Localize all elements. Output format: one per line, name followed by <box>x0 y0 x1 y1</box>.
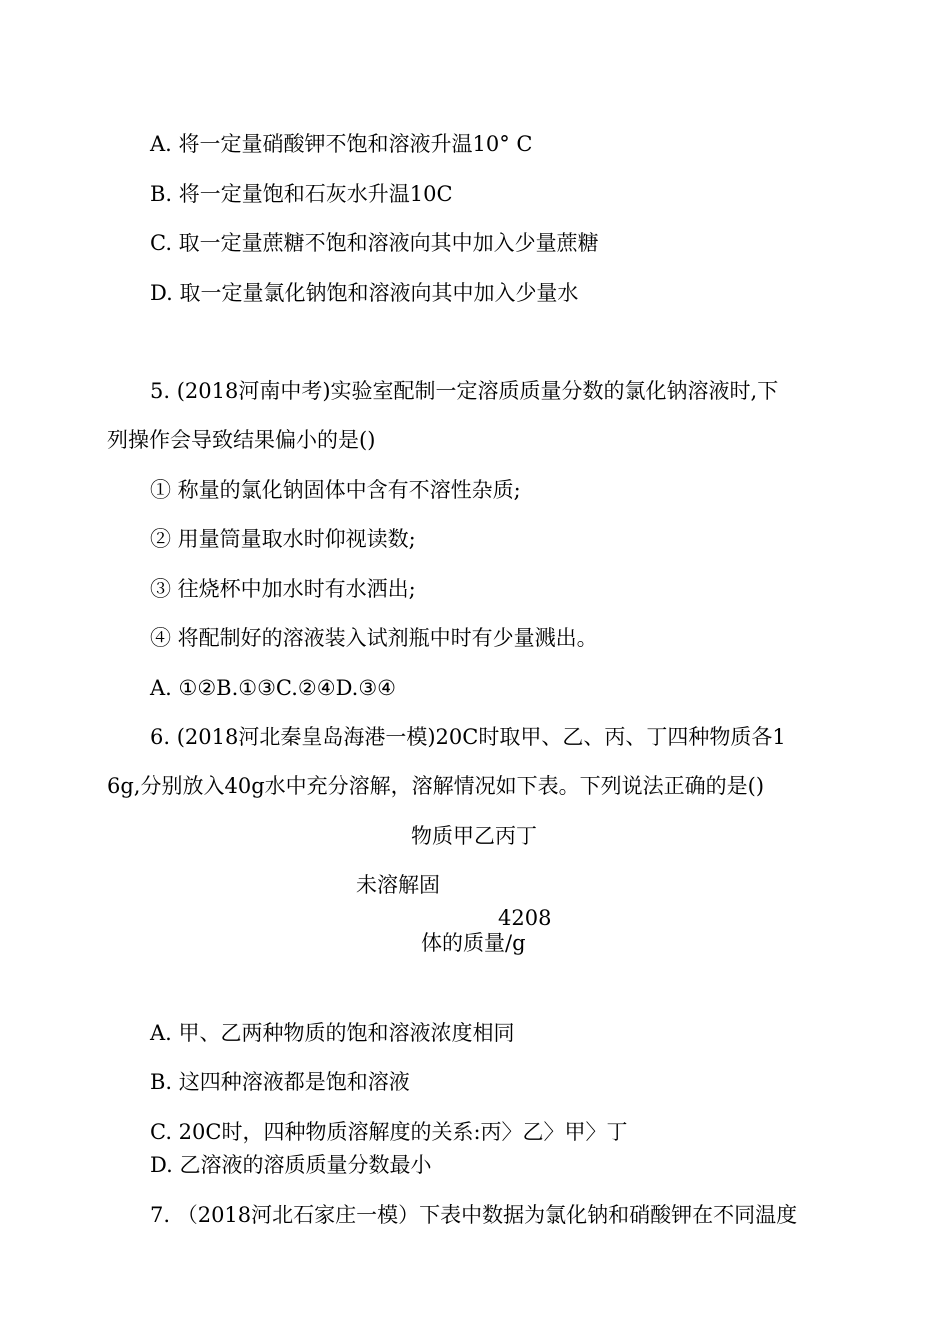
q5-item-2: ② 用量筒量取水时仰视读数; <box>150 527 416 551</box>
q6-table-row-label-1: 未溶解固 <box>356 873 440 897</box>
q5-item-4: ④ 将配制好的溶液装入试剂瓶中时有少量溅出。 <box>150 626 598 650</box>
q5-options: A. ①②B.①③C.②④D.③④ <box>150 676 396 700</box>
q4-option-a: A. 将一定量硝酸钾不饱和溶液升温10° C <box>150 132 533 156</box>
q6-stem-line2: 6g,分别放入40g水中充分溶解，溶解情况如下表。下列说法正确的是() <box>107 774 765 798</box>
q5-stem-line1: 5. (2018河南中考)实验室配制一定溶质质量分数的氯化钠溶液时,下 <box>150 379 779 403</box>
q6-table-values: 4208 <box>498 906 552 930</box>
q7-stem-line1: 7. （2018河北石家庄一模）下表中数据为氯化钠和硝酸钾在不同温度 <box>150 1203 798 1227</box>
q6-option-d: D. 乙溶液的溶质质量分数最小 <box>150 1153 432 1177</box>
q5-item-1: ① 称量的氯化钠固体中含有不溶性杂质; <box>150 478 521 502</box>
q4-option-c: C. 取一定量蔗糖不饱和溶液向其中加入少量蔗糖 <box>150 231 599 255</box>
q6-table-header: 物质甲乙丙丁 <box>411 824 537 848</box>
q6-stem-line1: 6. (2018河北秦皇岛海港一模)20C时取甲、乙、丙、丁四种物质各1 <box>150 725 786 749</box>
q4-option-d: D. 取一定量氯化钠饱和溶液向其中加入少量水 <box>150 281 579 305</box>
q5-stem-line2: 列操作会导致结果偏小的是() <box>107 428 376 452</box>
q4-option-b: B. 将一定量饱和石灰水升温10C <box>150 182 453 206</box>
q5-item-3: ③ 往烧杯中加水时有水洒出; <box>150 577 416 601</box>
q6-option-c: C. 20C时，四种物质溶解度的关系:丙〉乙〉甲〉丁 <box>150 1120 628 1144</box>
q6-table-row-label-2: 体的质量/g <box>421 931 526 955</box>
q6-option-a: A. 甲、乙两种物质的饱和溶液浓度相同 <box>150 1021 515 1045</box>
q6-option-b: B. 这四种溶液都是饱和溶液 <box>150 1070 410 1094</box>
